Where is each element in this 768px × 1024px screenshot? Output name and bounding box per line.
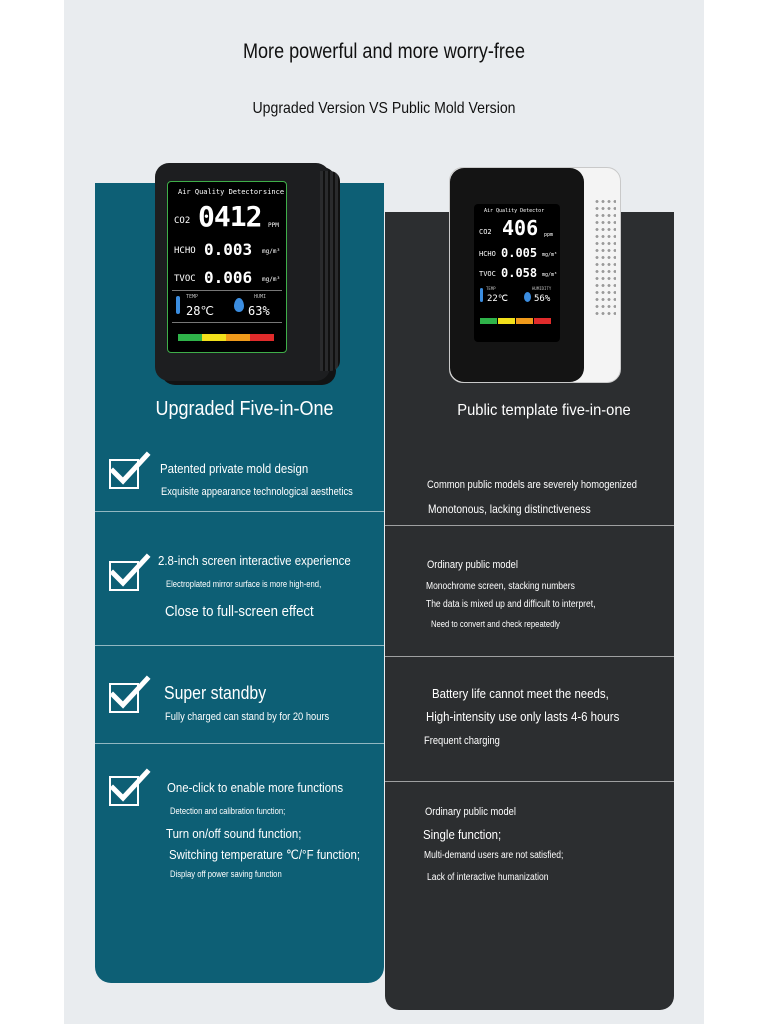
comparison-line: Frequent charging (424, 735, 500, 747)
hcho-unit: mg/m³ (542, 252, 558, 258)
comparison-line: Ordinary public model (425, 806, 516, 818)
humi-value: 56% (534, 294, 551, 304)
feature-line: Exquisite appearance technological aesthetics (161, 486, 353, 498)
tvoc-label: TVOC (479, 270, 496, 278)
comparison-line: Battery life cannot meet the needs, (432, 686, 609, 701)
headline-title: More powerful and more worry-free (242, 40, 526, 63)
feature-line: Switching temperature ℃/°F function; (169, 847, 361, 862)
upgraded-title: Upgraded Five-in-One (155, 398, 334, 420)
humi-label: HUMI (254, 294, 267, 300)
public-device-image (449, 167, 621, 383)
feature-line: Super standby (164, 683, 267, 703)
feature-line: One-click to enable more functions (167, 780, 344, 795)
comparison-line: Single function; (423, 827, 502, 842)
temp-label: TEMP (186, 294, 199, 300)
hcho-label: HCHO (174, 246, 196, 256)
co2-value: 406 (502, 216, 539, 240)
comparison-line: Monochrome screen, stacking numbers (426, 581, 575, 592)
hcho-label: HCHO (479, 250, 496, 258)
level-bar-green (178, 334, 202, 341)
co2-label: CO2 (174, 216, 191, 226)
comparison-line: Ordinary public model (427, 559, 518, 571)
feature-line: Patented private mold design (160, 461, 309, 476)
level-bar-orange (226, 334, 250, 341)
temp-value: 28℃ (186, 304, 214, 318)
comparison-line: The data is mixed up and difficult to interpret, (426, 599, 596, 610)
level-bar-red (250, 334, 274, 341)
level-bar-yellow (498, 318, 515, 324)
upgraded-device-screen (167, 181, 287, 353)
feature-line: Detection and calibration function; (170, 806, 286, 816)
tvoc-label: TVOC (174, 274, 196, 284)
check-icon (109, 776, 139, 806)
co2-label: CO2 (479, 228, 492, 236)
co2-value: 0412 (198, 200, 262, 233)
device-vent-holes (594, 198, 616, 318)
comparison-line: Multi-demand users are not satisfied; (424, 850, 564, 861)
feature-line: Fully charged can stand by for 20 hours (165, 711, 330, 723)
check-icon (109, 683, 139, 713)
comparison-line: High-intensity use only lasts 4-6 hours (426, 709, 620, 724)
screen-divider (172, 290, 282, 291)
thermometer-icon (480, 288, 483, 302)
feature-line: 2.8-inch screen interactive experience (158, 553, 351, 568)
co2-unit: ppm (544, 232, 554, 238)
screen-title: Air Quality Detector (484, 208, 545, 214)
comparison-line: Lack of interactive humanization (427, 872, 549, 883)
level-bar-yellow (202, 334, 226, 341)
screen-title: Air Quality Detector (178, 188, 263, 196)
left-divider-3 (95, 743, 384, 744)
humidity-drop-icon (524, 292, 531, 302)
public-device-screen (474, 204, 560, 342)
feature-line: Electroplated mirror surface is more high-end, (166, 579, 322, 589)
humi-label: HUMIDITY (532, 286, 552, 291)
check-icon (109, 561, 139, 591)
temp-label: TEMP (486, 286, 496, 291)
hcho-unit: mg/m³ (262, 248, 281, 255)
humi-value: 63% (248, 304, 270, 318)
upgraded-device-image (155, 163, 330, 381)
public-device-front (450, 168, 584, 382)
temp-value: 22℃ (487, 294, 508, 304)
tvoc-value: 0.006 (204, 268, 253, 287)
hcho-value: 0.005 (501, 246, 538, 260)
feature-line: Turn on/off sound function; (166, 826, 302, 841)
screen-divider-2 (172, 322, 282, 323)
headline-subtitle: Upgraded Version VS Public Mold Version (252, 100, 516, 117)
level-bar-red (534, 318, 551, 324)
device-fins (320, 171, 340, 371)
right-divider-3 (385, 781, 674, 782)
right-divider-2 (385, 656, 674, 657)
level-bar-orange (516, 318, 533, 324)
hcho-value: 0.003 (204, 240, 253, 259)
tvoc-unit: mg/m³ (262, 276, 281, 283)
thermometer-icon (176, 296, 180, 314)
right-divider-1 (385, 525, 674, 526)
feature-line: Display off power saving function (170, 869, 282, 879)
comparison-line: Monotonous, lacking distinctiveness (428, 502, 591, 516)
left-divider-2 (95, 645, 384, 646)
tvoc-unit: mg/m³ (542, 272, 558, 278)
comparison-line: Common public models are severely homogenized (427, 479, 637, 491)
screen-since: since (263, 188, 285, 196)
left-divider-1 (95, 511, 384, 512)
check-icon (109, 459, 139, 489)
level-bar-green (480, 318, 497, 324)
public-title: Public template five-in-one (457, 402, 631, 419)
comparison-line: Need to convert and check repeatedly (431, 619, 560, 629)
feature-line: Close to full-screen effect (165, 603, 314, 620)
co2-unit: PPM (268, 222, 279, 229)
tvoc-value: 0.058 (501, 266, 538, 280)
humidity-drop-icon (234, 298, 244, 312)
